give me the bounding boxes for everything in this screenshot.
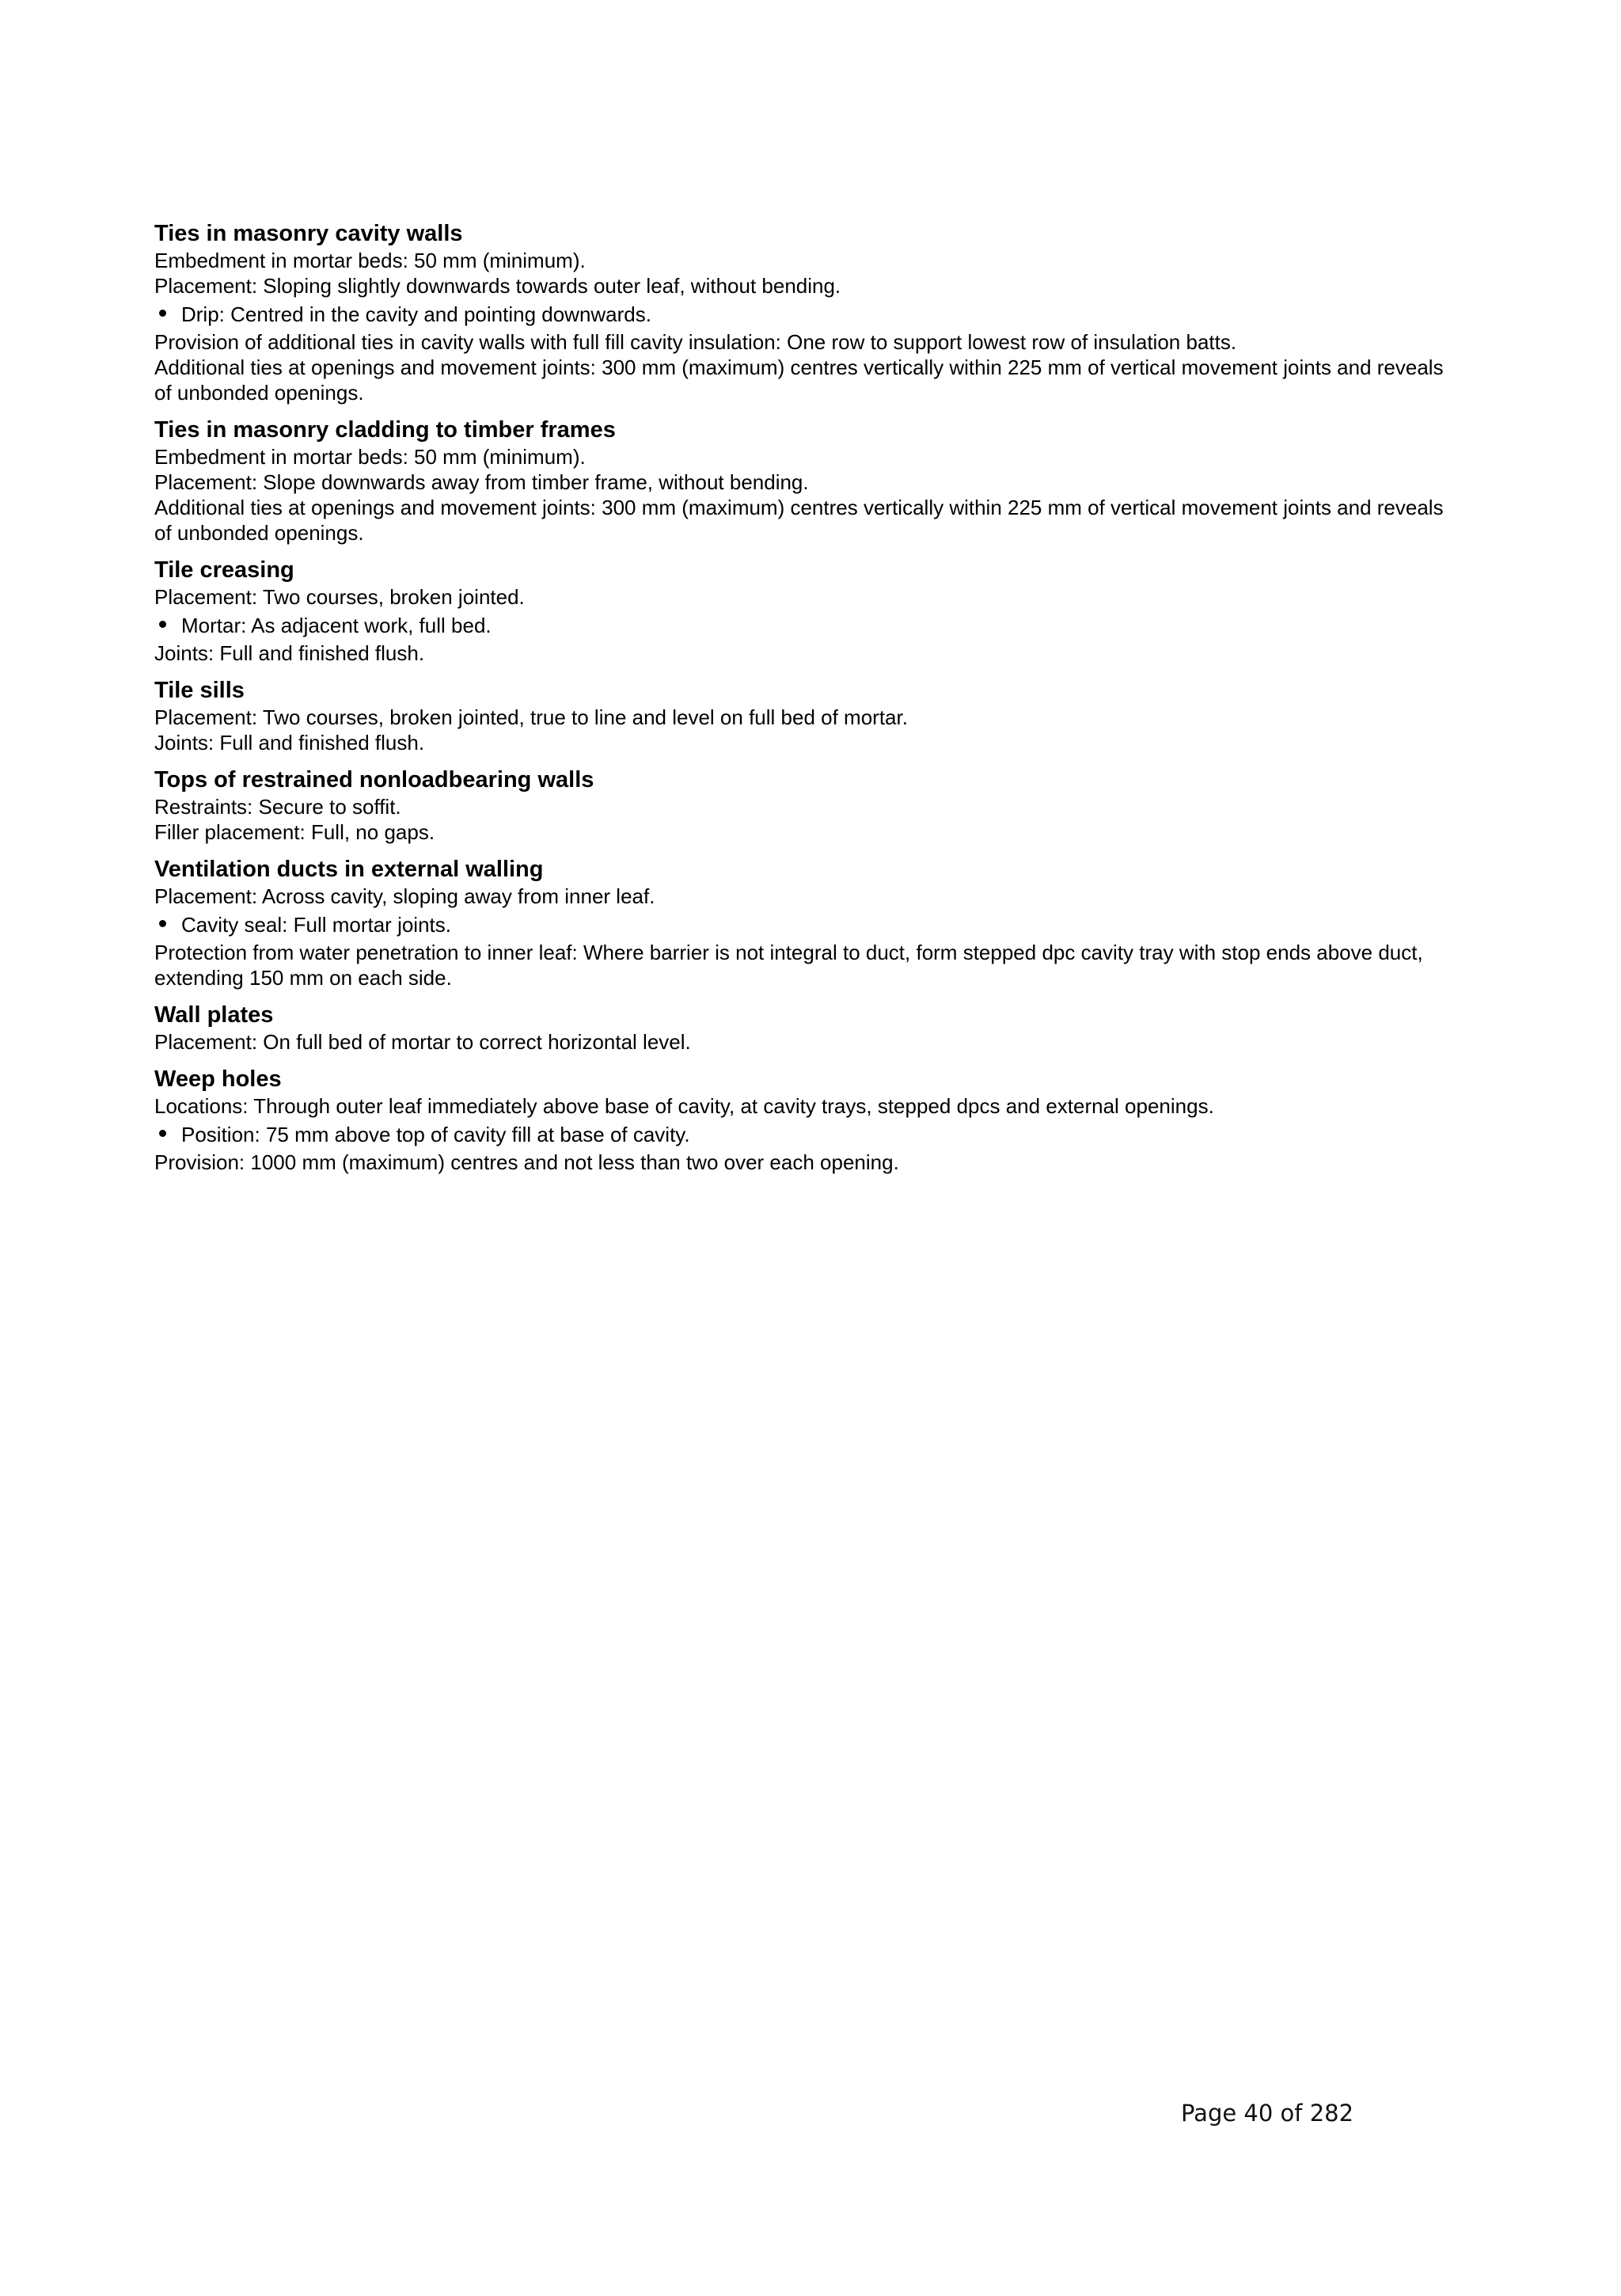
- section-heading: Ties in masonry cavity walls: [154, 221, 463, 246]
- section-tops-of-restrained-walls: [154, 766, 1452, 845]
- bullet-item: [154, 1122, 1452, 1147]
- text-line: Protection from water penetration to inner leaf: Where barrier is not integral to duct, form stepped dpc cavity tray with stop ends above duct, extending 150 mm on each side.: [154, 941, 1423, 990]
- bullet-item: [154, 613, 1452, 638]
- text-line: Placement: Slope downwards away from timber frame, without bending.: [154, 470, 809, 494]
- bullet-text: Mortar: As adjacent work, full bed.: [181, 614, 492, 637]
- bullet-icon: [154, 302, 181, 327]
- section-heading: Ventilation ducts in external walling: [154, 857, 544, 882]
- text-line: Embedment in mortar beds: 50 mm (minimum).: [154, 445, 586, 469]
- bullet-text: Drip: Centred in the cavity and pointing downwards.: [181, 302, 651, 326]
- text-line: Locations: Through outer leaf immediately above base of cavity, at cavity trays, stepped dpcs and external openings.: [154, 1094, 1214, 1118]
- section-tile-sills: [154, 677, 1452, 755]
- section-heading: Wall plates: [154, 1002, 274, 1028]
- section-heading: Ties in masonry cladding to timber frames: [154, 417, 616, 443]
- text-line: Placement: Two courses, broken jointed.: [154, 585, 525, 609]
- bullet-item: [154, 302, 1452, 327]
- text-line: Provision: 1000 mm (maximum) centres and not less than two over each opening.: [154, 1150, 899, 1174]
- section-ties-in-masonry-cavity-walls: [154, 220, 1452, 405]
- text-line: Placement: Two courses, broken jointed, true to line and level on full bed of mortar.: [154, 705, 908, 729]
- text-line: Placement: On full bed of mortar to correct horizontal level.: [154, 1030, 691, 1054]
- text-line: Filler placement: Full, no gaps.: [154, 820, 435, 844]
- text-line: Additional ties at openings and movement joints: 300 mm (maximum) centres vertically within 225 mm of vertical movement joints and reveals of unbonded openings.: [154, 355, 1444, 405]
- bullet-text: Position: 75 mm above top of cavity fill at base of cavity.: [181, 1123, 690, 1146]
- section-ventilation-ducts: [154, 856, 1452, 990]
- section-tile-creasing: [154, 557, 1452, 666]
- section-heading: Weep holes: [154, 1066, 282, 1092]
- text-line: Placement: Sloping slightly downwards towards outer leaf, without bending.: [154, 274, 841, 298]
- section-weep-holes: [154, 1066, 1452, 1175]
- page-number: Page 40 of 282: [1181, 2100, 1354, 2127]
- bullet-icon: [154, 912, 181, 937]
- bullet-text: Cavity seal: Full mortar joints.: [181, 913, 451, 937]
- text-line: Restraints: Secure to soffit.: [154, 795, 401, 819]
- text-line: Joints: Full and finished flush.: [154, 641, 425, 665]
- bullet-icon: [154, 1122, 181, 1147]
- section-wall-plates: [154, 1002, 1452, 1055]
- section-heading: Tile creasing: [154, 557, 294, 583]
- document-body: [154, 220, 1452, 1186]
- text-line: Embedment in mortar beds: 50 mm (minimum).: [154, 249, 586, 272]
- bullet-item: [154, 912, 1452, 937]
- text-line: Provision of additional ties in cavity walls with full fill cavity insulation: One row to support lowest row of insulation batts.: [154, 330, 1237, 354]
- text-line: Joints: Full and finished flush.: [154, 731, 425, 755]
- bullet-icon: [154, 613, 181, 638]
- section-heading: Tops of restrained nonloadbearing walls: [154, 767, 594, 793]
- section-ties-in-masonry-cladding: [154, 416, 1452, 545]
- text-line: Additional ties at openings and movement joints: 300 mm (maximum) centres vertically within 225 mm of vertical movement joints and reveals of unbonded openings.: [154, 496, 1444, 545]
- section-heading: Tile sills: [154, 678, 245, 703]
- text-line: Placement: Across cavity, sloping away from inner leaf.: [154, 884, 655, 908]
